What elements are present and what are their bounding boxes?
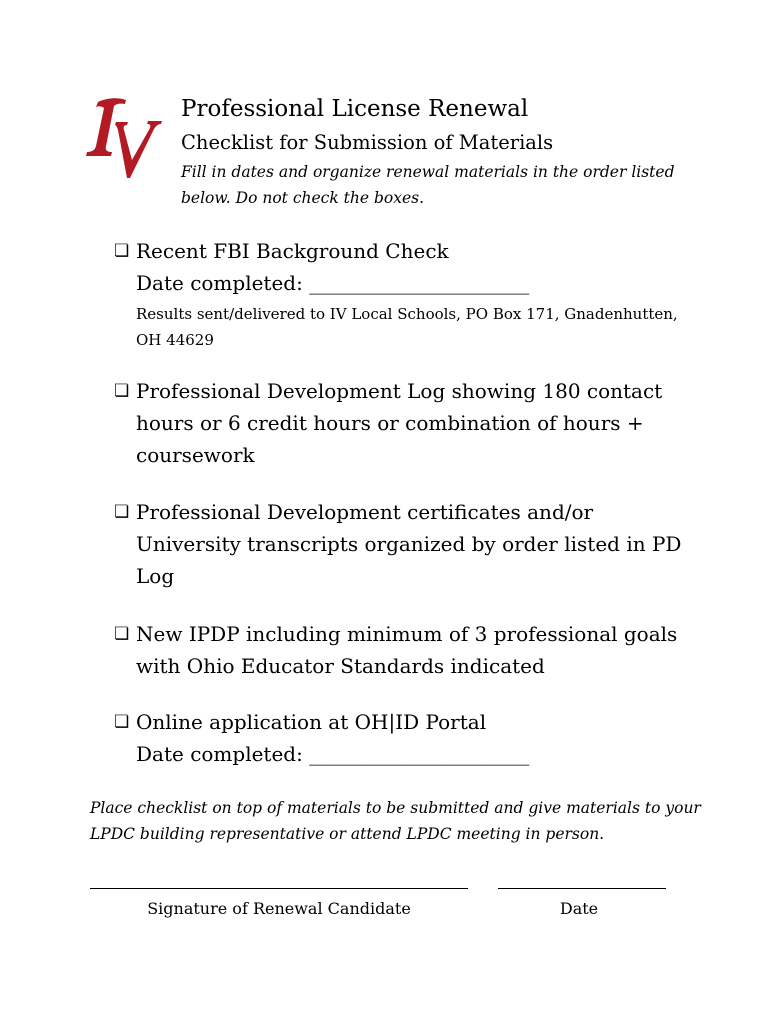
- item-note: Results sent/delivered to IV Local Schools, PO Box 171, Gnadenhutten, OH 44629: [136, 305, 678, 349]
- checklist-item-ipdp: [114, 618, 694, 682]
- iv-logo-mark: [84, 94, 164, 184]
- iv-logo: [84, 94, 164, 184]
- checklist-item-pd-certificates: [114, 496, 694, 592]
- date-completed-field[interactable]: Date completed: ______________________: [136, 742, 530, 766]
- date-label: Date: [559, 899, 599, 918]
- item-label: Recent FBI Background Check: [136, 239, 449, 263]
- checkbox-icon[interactable]: ❏: [114, 624, 130, 644]
- signature-label: Signature of Renewal Candidate: [147, 899, 411, 918]
- instructions: Fill in dates and organize renewal materials in the order listed below. Do not check the boxes.: [181, 163, 675, 207]
- item-label: Professional Development certificates and/or University transcripts organized by order listed in PD Log: [136, 500, 682, 588]
- date-completed-field[interactable]: Date completed: ______________________: [136, 271, 530, 295]
- checklist-item-fbi: [114, 235, 694, 353]
- page-title: Professional License Renewal: [181, 96, 529, 122]
- item-label: Professional Development Log showing 180 contact hours or 6 credit hours or combination of hours + coursework: [136, 379, 663, 467]
- checkbox-icon[interactable]: ❏: [114, 381, 130, 401]
- closing-instructions: Place checklist on top of materials to be submitted and give materials to your LPDC building representative or attend LPDC meeting in person.: [90, 799, 701, 843]
- checkbox-icon[interactable]: ❏: [114, 712, 130, 732]
- checkbox-icon[interactable]: ❏: [114, 502, 130, 522]
- date-line[interactable]: [498, 876, 666, 889]
- signature-line[interactable]: [90, 876, 468, 889]
- checklist-item-pd-log: [114, 375, 694, 471]
- item-label: New IPDP including minimum of 3 professional goals with Ohio Educator Standards indicated: [136, 622, 678, 678]
- checkbox-icon[interactable]: ❏: [114, 241, 130, 261]
- checklist-item-online-application: [114, 706, 694, 770]
- page-subtitle: Checklist for Submission of Materials: [181, 131, 554, 154]
- item-label: Online application at OH|ID Portal: [136, 710, 487, 734]
